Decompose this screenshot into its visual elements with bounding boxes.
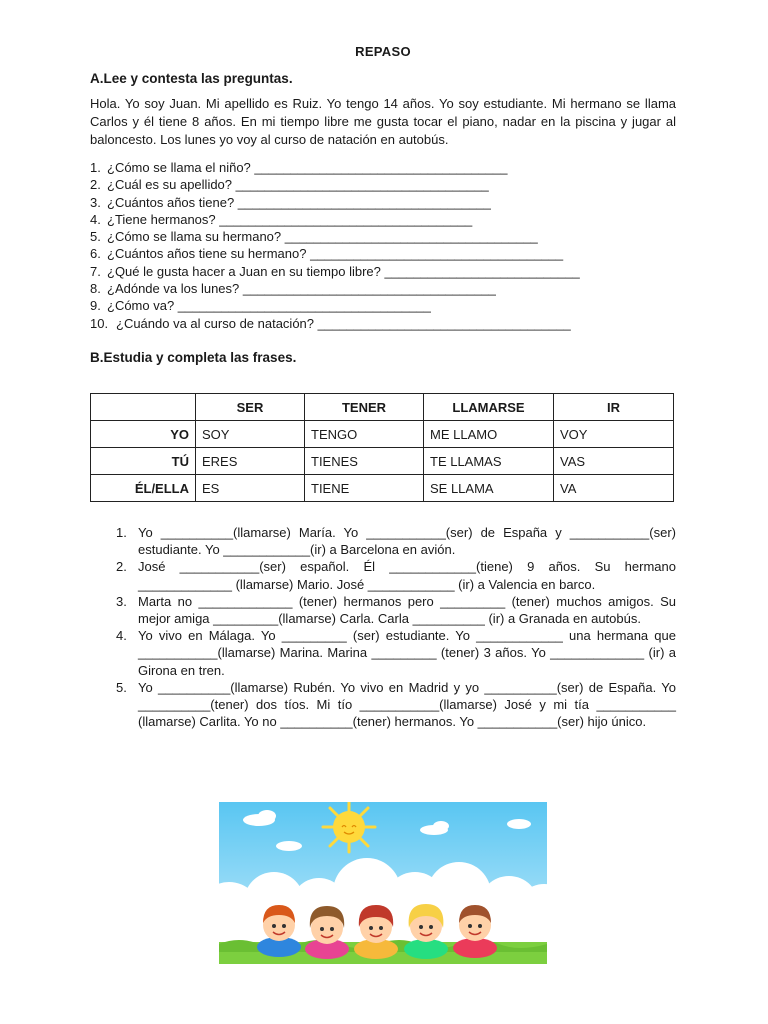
exercise-text: Yo vivo en Málaga. Yo _________ (ser) estudiante. Yo ____________ una hermana que ___________(llamarse) Marina. Marina _________ (tener) 3 años. Yo _____________ (ir) a Girona en tren. [138, 628, 676, 678]
sun-icon [323, 802, 375, 852]
conjugation-table [90, 393, 674, 502]
pronoun-cell: YO [91, 421, 196, 448]
table-header-cell: TENER [305, 394, 424, 421]
question-text: ¿Tiene hermanos? ___________________________________ [107, 211, 473, 227]
table-cell: SE LLAMA [424, 475, 554, 502]
table-cell: TIENES [305, 448, 424, 475]
list-item: 3. Marta no _____________ (tener) hermanos pero _________ (tener) muchos amigos. Su mejor amiga _________(llamarse) Carla. Carla __________ (ir) a Granada en autobús. [116, 593, 676, 627]
list-item: 10. ¿Cuándo va al curso de natación? ___________________________________ [90, 315, 571, 331]
table-cell: VOY [554, 421, 674, 448]
table-header-cell: LLAMARSE [424, 394, 554, 421]
kids-illustration-svg [219, 802, 547, 964]
table-row [91, 421, 674, 448]
table-cell: TIENE [305, 475, 424, 502]
exercise-text: Yo __________(llamarse) Rubén. Yo vivo en Madrid y yo __________(ser) de España. Yo __________(tener) dos tíos. Mi tío ___________(llamarse) José y mi tía ___________ (llamarse) Carlita. Yo no __________(tener) hermanos. Yo ___________(ser) hijo único. [138, 679, 676, 730]
pronoun-cell: TÚ [91, 448, 196, 475]
question-text: ¿Cuándo va al curso de natación? ___________________________________ [116, 315, 571, 331]
section-b-heading: B.Estudia y completa las frases. [90, 350, 297, 365]
table-cell: TE LLAMAS [424, 448, 554, 475]
question-text: ¿Cómo se llama el niño? ___________________________________ [107, 160, 508, 175]
question-text: ¿Qué le gusta hacer a Juan en su tiempo libre? ___________________________ [107, 263, 580, 279]
table-cell: TENGO [305, 421, 424, 448]
list-item: 2. ¿Cuál es su apellido? ___________________________________ [90, 177, 489, 193]
list-item: 7. ¿Qué le gusta hacer a Juan en su tiempo libre? ___________________________ [90, 263, 580, 279]
table-header-cell [91, 394, 196, 421]
question-text: ¿Cuántos años tiene? ___________________________________ [107, 194, 491, 210]
list-item: 8. ¿Adónde va los lunes? ___________________________________ [90, 281, 496, 297]
list-item: 5. Yo __________(llamarse) Rubén. Yo vivo en Madrid y yo __________(ser) de España. Yo __________(tener) dos tíos. Mi tío ___________(llamarse) José y mi tía ___________ (llamarse) Carlita. Yo no __________(tener) hermanos. Yo ___________(ser) hijo único. [116, 679, 676, 730]
question-text: ¿Cuántos años tiene su hermano? ___________________________________ [107, 246, 564, 262]
table-cell: SOY [196, 421, 305, 448]
table-header-cell: SER [196, 394, 305, 421]
table-header-row [91, 394, 674, 421]
list-item: 6. ¿Cuántos años tiene su hermano? ___________________________________ [90, 246, 564, 262]
reading-paragraph: Hola. Yo soy Juan. Mi apellido es Ruiz. Yo tengo 14 años. Yo soy estudiante. Mi hermano se llama Carlos y él tiene 8 años. En mi tiempo libre me gusta tocar el piano, nadar en la piscina y jugar al baloncesto. Los lunes yo voy al curso de natación en autobús. [90, 96, 676, 147]
table-header-cell: IR [554, 394, 674, 421]
question-text: ¿Adónde va los lunes? ___________________________________ [107, 281, 496, 297]
list-item: 9. ¿Cómo va? ___________________________________ [90, 298, 431, 314]
table-cell: VAS [554, 448, 674, 475]
exercise-text: José ___________(ser) español. Él ____________(tiene) 9 años. Su hermano _____________ (llamarse) Mario. José ____________ (ir) a Valencia en barco. [138, 559, 676, 592]
exercise-list [116, 524, 676, 730]
list-item: 4. Yo vivo en Málaga. Yo _________ (ser) estudiante. Yo ____________ una hermana que ___________(llamarse) Marina. Marina _________ (tener) 3 años. Yo _____________ (ir) a Girona en tren. [116, 628, 676, 678]
list-item: 5. ¿Cómo se llama su hermano? ___________________________________ [90, 229, 538, 245]
list-item: 1. Yo __________(llamarse) María. Yo ___________(ser) de España y ___________(ser) estudiante. Yo ____________(ir) a Barcelona en avión. [116, 525, 676, 558]
list-item: 4. ¿Tiene hermanos? ___________________________________ [90, 211, 473, 227]
question-text: ¿Cómo va? ___________________________________ [107, 298, 431, 314]
question-text: ¿Cómo se llama su hermano? ___________________________________ [107, 229, 538, 245]
list-item: 1. ¿Cómo se llama el niño? ___________________________________ [90, 160, 508, 175]
question-list [90, 159, 580, 332]
list-item: 3. ¿Cuántos años tiene? ___________________________________ [90, 194, 491, 210]
table-cell: ERES [196, 448, 305, 475]
table-cell: ES [196, 475, 305, 502]
pronoun-cell: ÉL/ELLA [91, 475, 196, 502]
table-row [91, 448, 674, 475]
question-text: ¿Cuál es su apellido? ___________________________________ [107, 177, 489, 193]
kids-illustration [219, 802, 547, 964]
table-cell: ME LLAMO [424, 421, 554, 448]
page-title: REPASO [355, 44, 411, 59]
exercise-text: Yo __________(llamarse) María. Yo ___________(ser) de España y ___________(ser) estudiante. Yo ____________(ir) a Barcelona en avión. [138, 525, 676, 558]
exercise-text: Marta no _____________ (tener) hermanos pero _________ (tener) muchos amigos. Su mejor amiga _________(llamarse) Carla. Carla __________ (ir) a Granada en autobús. [138, 593, 676, 627]
section-a-heading: A.Lee y contesta las preguntas. [90, 71, 293, 86]
list-item: 2. José ___________(ser) español. Él ____________(tiene) 9 años. Su hermano _____________ (llamarse) Mario. José ____________ (ir) a Valencia en barco. [116, 559, 676, 592]
table-cell: VA [554, 475, 674, 502]
table-row [91, 475, 674, 502]
